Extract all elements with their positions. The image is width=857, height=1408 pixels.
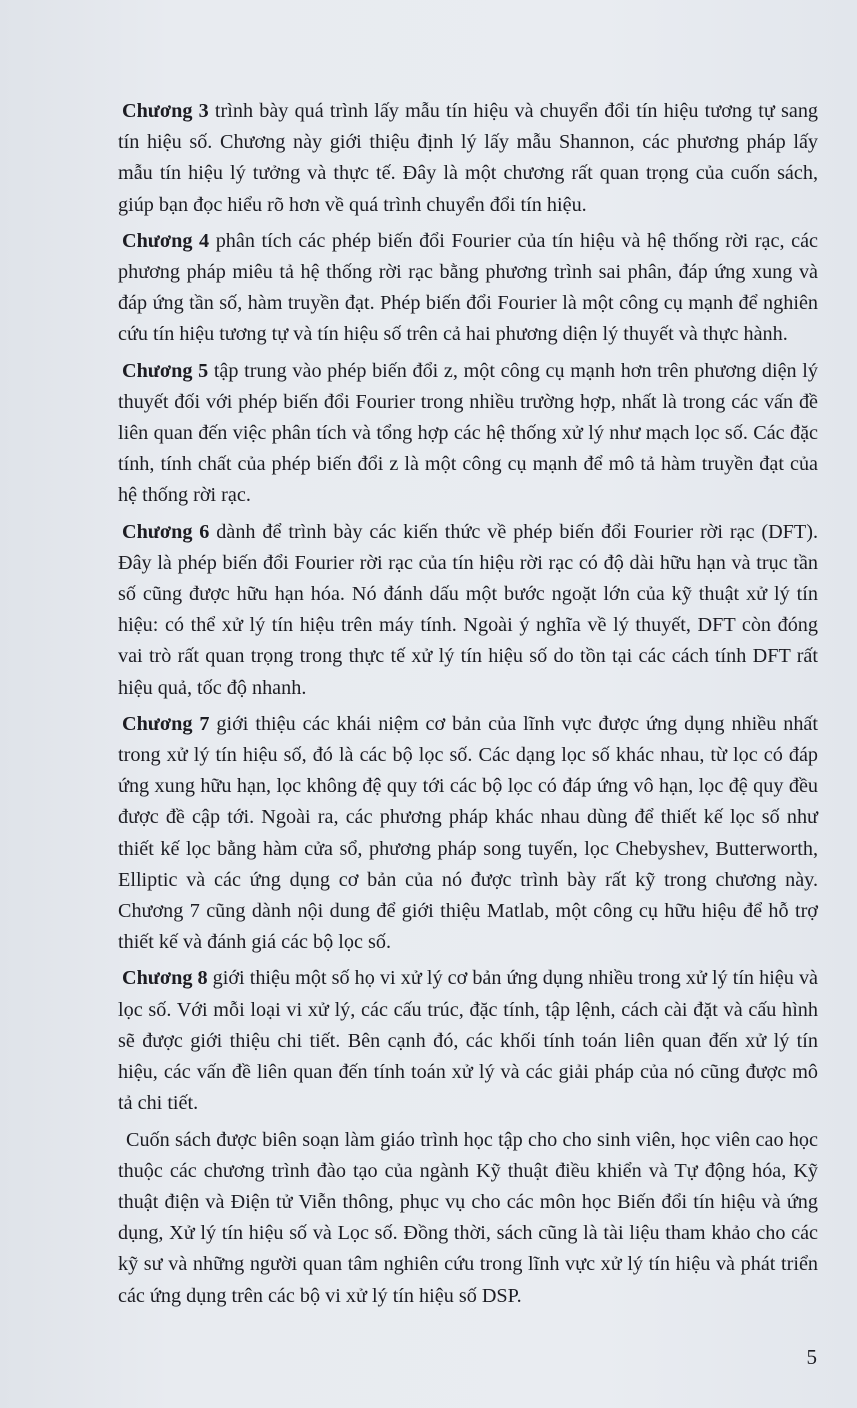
paragraph-lead: Chương 7 xyxy=(122,712,210,735)
body-text xyxy=(118,96,818,1317)
paragraph-chapter-8 xyxy=(118,963,818,1119)
paragraph-chapter-3 xyxy=(118,96,818,221)
paragraph-lead: Chương 3 xyxy=(122,100,209,122)
paragraph-chapter-6 xyxy=(118,517,818,704)
paragraph-lead: Chương 8 xyxy=(122,967,208,990)
paragraph-text: tập trung vào phép biến đổi z, một công cụ mạnh hơn trên phương diện lý thuyết đối với phép biến đổi Fourier trong nhiều trường hợp, nhất là trong các vấn đề liên quan đến việc phân tích và tổng hợp các hệ thống xử lý như mạch lọc số. Các đặc tính, tính chất của phép biến đổi z là một công cụ mạnh để mô tả hàm truyền đạt của hệ thống rời rạc. xyxy=(118,359,818,507)
paragraph-text: phân tích các phép biến đổi Fourier của tín hiệu và hệ thống rời rạc, các phương pháp miêu tả hệ thống rời rạc bằng phương trình sai phân, đáp ứng xung và đáp ứng tần số, hàm truyền đạt. Phép biến đổi Fourier là một công cụ mạnh để nghiên cứu tín hiệu tương tự và tín hiệu số trên cả hai phương diện lý thuyết và thực hành. xyxy=(118,229,818,346)
paragraph-lead: Chương 4 xyxy=(122,229,210,252)
paragraph-text: trình bày quá trình lấy mẫu tín hiệu và chuyển đổi tín hiệu tương tự sang tín hiệu số. Chương này giới thiệu định lý lấy mẫu Shannon, các phương pháp lấy mẫu tín hiệu lý tưởng và thực tế. Đây là một chương rất quan trọng của cuốn sách, giúp bạn đọc hiểu rõ hơn về quá trình chuyển đổi tín hiệu. xyxy=(118,100,819,216)
paragraph-text: giới thiệu các khái niệm cơ bản của lĩnh vực được ứng dụng nhiều nhất trong xử lý tín hiệu số, đó là các bộ lọc số. Các dạng lọc số khác nhau, từ lọc có đáp ứng xung hữu hạn, lọc không đệ quy tới các bộ lọc có đáp ứng vô hạn, lọc đệ quy đều được đề cập tới. Ngoài ra, các phương pháp khác nhau dùng để thiết kế lọc số như thiết kế lọc bằng hàm cửa sổ, phương pháp song tuyến, lọc Chebyshev, Butterworth, Elliptic và các ứng dụng cơ bản của nó được trình bày rất kỹ trong chương này. Chương 7 cũng dành nội dung để giới thiệu Matlab, một công cụ hữu hiệu để hỗ trợ thiết kế và đánh giá các bộ lọc số. xyxy=(118,712,818,954)
paragraph-text: Cuốn sách được biên soạn làm giáo trình học tập cho cho sinh viên, học viên cao học thuộc các chương trình đào tạo của ngành Kỹ thuật điều khiển và Tự động hóa, Kỹ thuật điện và Điện tử Viễn thông, phục vụ cho các môn học Biến đổi tín hiệu và ứng dụng, Xử lý tín hiệu số và Lọc số. Đồng thời, sách cũng là tài liệu tham khảo cho các kỹ sư và những người quan tâm nghiên cứu trong lĩnh vực xử lý tín hiệu và phát triển các ứng dụng trên các bộ vi xử lý tín hiệu số DSP. xyxy=(118,1128,818,1307)
paragraph-chapter-4 xyxy=(118,226,818,351)
paragraph-text: dành để trình bày các kiến thức về phép biến đổi Fourier rời rạc (DFT). Đây là phép biến đổi Fourier rời rạc của tín hiệu rời rạc có độ dài hữu hạn và trục tần số cũng được hữu hạn hóa. Nó đánh dấu một bước ngoặt lớn của kỹ thuật xử lý tín hiệu: có thể xử lý tín hiệu trên máy tính. Ngoài ý nghĩa về lý thuyết, DFT còn đóng vai trò rất quan trọng trong thực tế xử lý tín hiệu số do tồn tại các cách tính DFT rất hiệu quả, tốc độ nhanh. xyxy=(118,520,819,699)
paragraph-chapter-7 xyxy=(118,709,818,959)
paragraph-chapter-5 xyxy=(118,356,818,512)
paragraph-text: giới thiệu một số họ vi xử lý cơ bản ứng dụng nhiều trong xử lý tín hiệu và lọc số. Với mỗi loại vi xử lý, các cấu trúc, đặc tính, tập lệnh, cách cài đặt và cấu hình sẽ được giới thiệu chi tiết. Bên cạnh đó, các khối tính toán liên quan đến xử lý tín hiệu, các vấn đề liên quan đến tính toán xử lý và các giải pháp của nó cũng được mô tả chi tiết. xyxy=(118,967,818,1115)
paragraph-lead: Chương 6 xyxy=(122,520,210,543)
page-number: 5 xyxy=(806,1345,817,1369)
paragraph-lead: Chương 5 xyxy=(122,359,209,382)
paragraph-closing xyxy=(118,1125,818,1312)
